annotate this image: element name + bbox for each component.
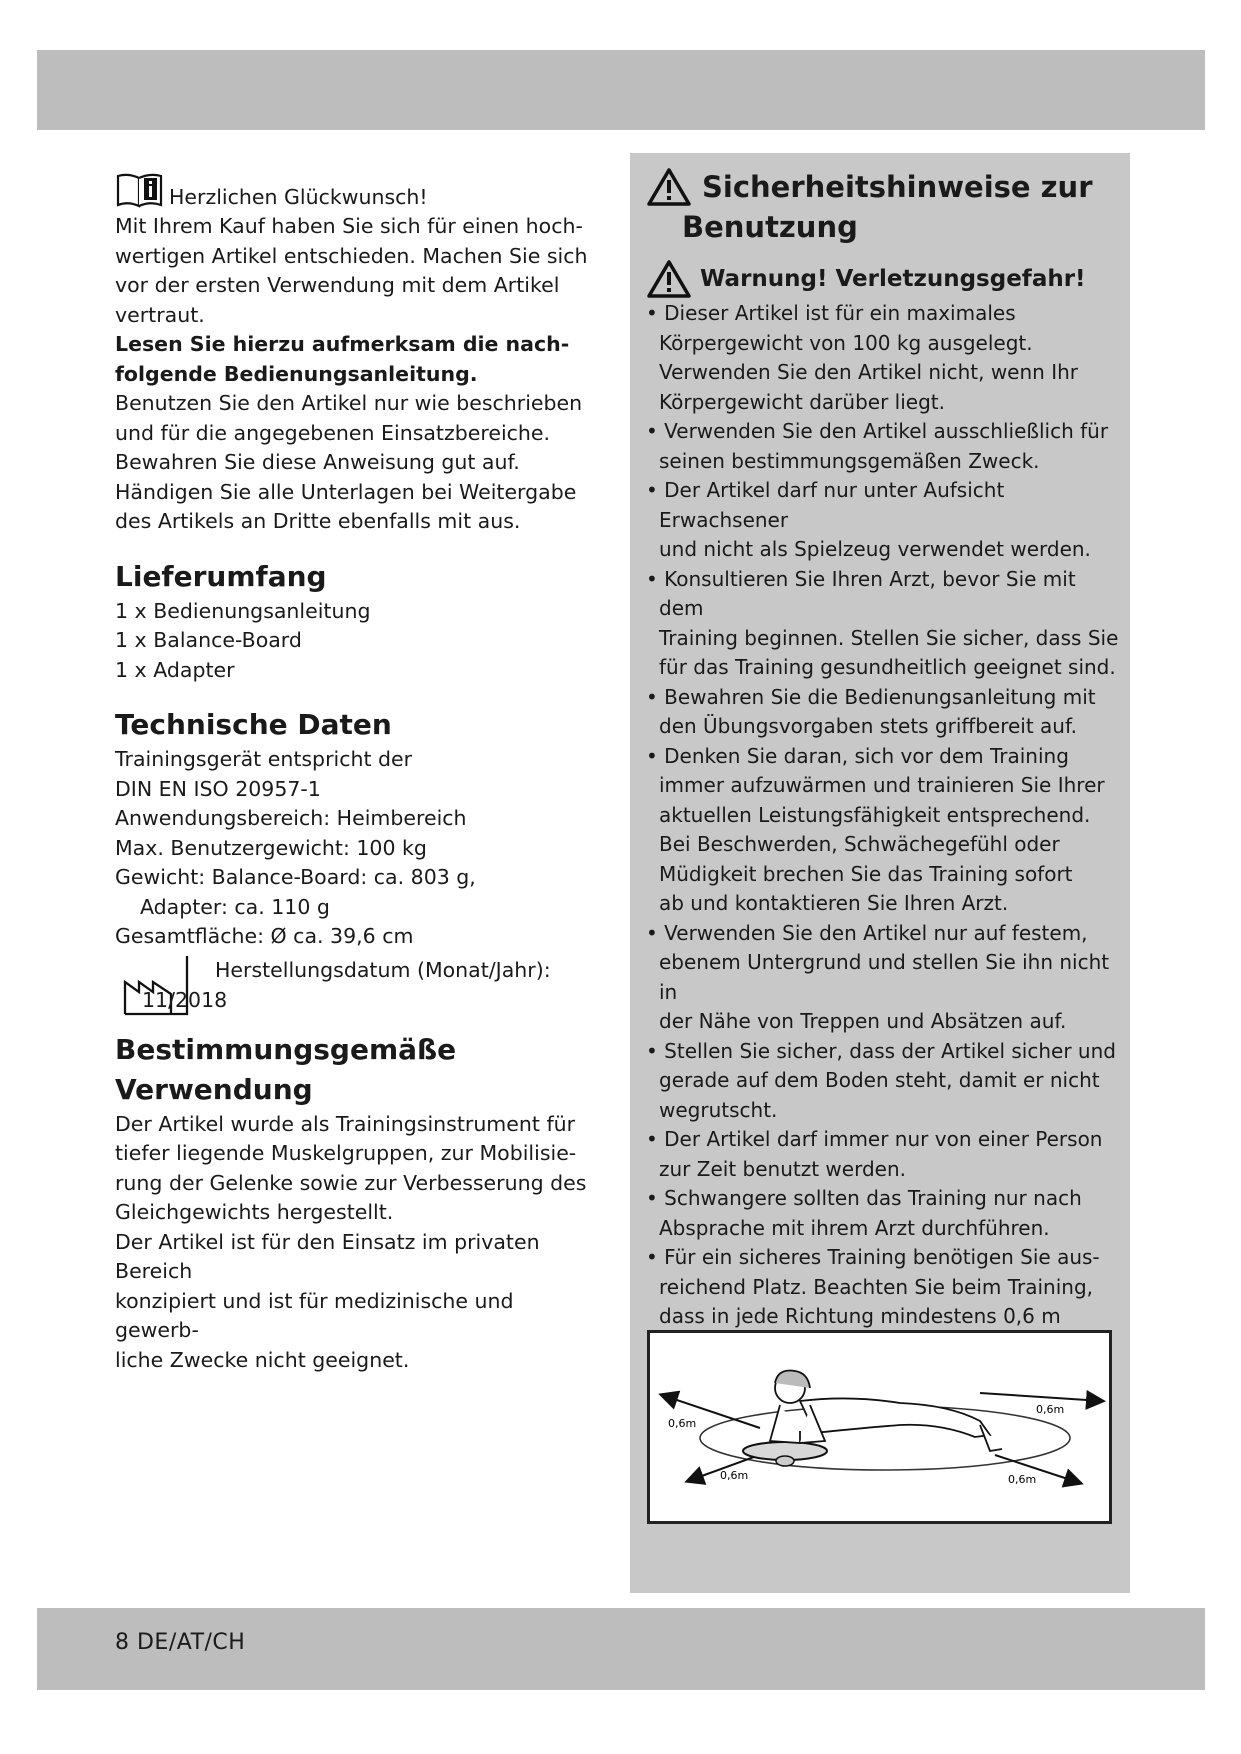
safety-bullet: [646, 742, 1121, 919]
bullet-line: • Für ein sicheres Training benötigen Sie aus-: [646, 1245, 1100, 1269]
usage-line: und für die angegebenen Einsatzbereiche.: [115, 420, 551, 445]
training-diagram: [650, 1333, 1109, 1521]
bold-instruction: Lesen Sie hierzu aufmerksam die nach-: [115, 332, 570, 356]
bullet-line: • Der Artikel darf nur unter Aufsicht Erwachsener: [646, 478, 1005, 532]
bullet-line: dass in jede Richtung mindestens 0,6 m: [659, 1304, 1061, 1328]
bullet-line: zur Zeit benutzt werden.: [659, 1156, 906, 1181]
bullet-line: • Konsultieren Sie Ihren Arzt, bevor Sie mit dem: [646, 566, 1076, 620]
usage-line: des Artikels an Dritte ebenfalls mit aus.: [115, 509, 521, 533]
bullet-line: • Denken Sie daran, sich vor dem Training: [646, 743, 1069, 768]
bullet-line: den Übungsvorgaben stets griffbereit auf.: [659, 714, 1077, 738]
warning-row: [646, 259, 1121, 299]
bullet-line: Bei Beschwerden, Schwächegefühl oder: [659, 832, 1060, 856]
safety-bullet: [646, 1125, 1121, 1184]
person-figure: [770, 1371, 1002, 1452]
bullet-line: Körpergewicht darüber liegt.: [659, 389, 945, 414]
bullet-line: • Verwenden Sie den Artikel ausschließlich für: [646, 419, 1109, 443]
lieferumfang-heading: Lieferumfang: [115, 559, 327, 593]
intro-line: vertraut.: [115, 302, 205, 327]
bullet-line: Müdigkeit brechen Sie das Training sofort: [659, 861, 1073, 886]
purpose-line: Der Artikel wurde als Trainingsinstrument für: [115, 1111, 576, 1136]
bullet-line: Training beginnen. Stellen Sie sicher, dass Sie: [659, 625, 1119, 650]
page-number: 8 DE/AT/CH: [115, 1630, 246, 1655]
bullet-line: für das Training gesundheitlich geeignet sind.: [659, 655, 1116, 679]
person-foot: [980, 1425, 1002, 1451]
person-body: [800, 1398, 990, 1437]
safety-bullet: [646, 299, 1121, 417]
warning-triangle-icon: [646, 259, 692, 299]
purpose-heading: Bestimmungsgemäße: [115, 1032, 457, 1066]
purpose-line: konzipiert und ist für medizinische und gewerb-: [115, 1288, 514, 1342]
usage-line: Händigen Sie alle Unterlagen bei Weitergabe: [115, 479, 577, 504]
safety-heading-row: [646, 167, 1121, 207]
bullet-line: Verwenden Sie den Artikel nicht, wenn Ihr: [659, 360, 1078, 384]
bullet-line: • Schwangere sollten das Training nur nach: [646, 1186, 1082, 1210]
distance-label: 0,6m: [1036, 1403, 1065, 1416]
intro-line: Mit Ihrem Kauf haben Sie sich für einen hoch-: [115, 214, 583, 238]
purpose-line: tiefer liegende Muskelgruppen, zur Mobilisie-: [115, 1141, 577, 1165]
manufacture-date: 11/2018: [142, 987, 228, 1012]
bullet-line: der Nähe von Treppen und Absätzen auf.: [659, 1009, 1067, 1033]
tech-line: Anwendungsbereich: Heimbereich: [115, 806, 467, 830]
board-base: [776, 1456, 794, 1466]
safety-bullet: [646, 683, 1121, 742]
bullet-line: und nicht als Spielzeug verwendet werden.: [659, 537, 1091, 561]
purpose-line: Der Artikel ist für den Einsatz im privaten Bereich: [115, 1229, 540, 1283]
tech-heading: Technische Daten: [115, 708, 392, 741]
safety-bullet: [646, 565, 1121, 683]
lieferumfang-item: 1 x Balance-Board: [115, 628, 302, 652]
warning-title: Warnung! Verletzungsgefahr!: [700, 266, 1086, 292]
arrow-right-top: [980, 1393, 1102, 1401]
bullet-line: • Bewahren Sie die Bedienungsanleitung mit: [646, 684, 1096, 709]
bullet-line: • Verwenden Sie den Artikel nur auf festem,: [646, 920, 1088, 945]
usage-line: Bewahren Sie diese Anweisung gut auf.: [115, 450, 520, 474]
lieferumfang-item: 1 x Adapter: [115, 657, 235, 682]
tech-line: DIN EN ISO 20957-1: [115, 776, 321, 801]
lieferumfang-item: 1 x Bedienungsanleitung: [115, 598, 371, 623]
purpose-line: rung der Gelenke sowie zur Verbesserung des: [115, 1170, 587, 1195]
bullet-line: aktuellen Leistungsfähigkeit entsprechend.: [659, 802, 1091, 827]
bullet-line: • Der Artikel darf immer nur von einer Person: [646, 1127, 1103, 1151]
bullet-line: Absprache mit ihrem Arzt durchführen.: [659, 1215, 1050, 1240]
distance-label: 0,6m: [668, 1417, 697, 1430]
usage-line: Benutzen Sie den Artikel nur wie beschrieben: [115, 391, 583, 415]
warning-triangle-icon: [646, 167, 692, 207]
training-space-illustration: [647, 1330, 1112, 1524]
left-column: [115, 172, 595, 1375]
safety-bullet: [646, 1184, 1121, 1243]
bullet-line: reichend Platz. Beachten Sie beim Training,: [659, 1274, 1093, 1299]
manufacture-label: Herstellungsdatum (Monat/Jahr):: [215, 957, 551, 982]
distance-label: 0,6m: [1008, 1473, 1037, 1486]
safety-heading: Benutzung: [682, 210, 858, 244]
bullet-line: Körpergewicht von 100 kg ausgelegt.: [659, 330, 1033, 355]
bullet-line: seinen bestimmungsgemäßen Zweck.: [659, 448, 1040, 473]
tech-line: Trainingsgerät entspricht der: [115, 747, 413, 771]
intro-title-row: [115, 172, 595, 212]
purpose-line: Gleichgewichts hergestellt.: [115, 1200, 394, 1224]
tech-line: Max. Benutzergewicht: 100 kg: [115, 835, 427, 860]
header-band: [37, 50, 1205, 130]
intro-title: Herzlichen Glückwunsch!: [169, 184, 428, 209]
distance-label: 0,6m: [720, 1469, 749, 1482]
safety-heading: Sicherheitshinweise zur: [702, 170, 1093, 204]
tech-line: Gewicht: Balance-Board: ca. 803 g,: [115, 865, 476, 889]
intro-line: vor der ersten Verwendung mit dem Artikel: [115, 273, 560, 297]
manufacture-block: [115, 954, 595, 1018]
purpose-line: liche Zwecke nicht geeignet.: [115, 1347, 410, 1372]
safety-bullet: [646, 1037, 1121, 1126]
intro-line: wertigen Artikel entschieden. Machen Sie sich: [115, 243, 588, 268]
bullet-line: wegrutscht.: [659, 1097, 778, 1122]
bullet-line: immer aufzuwärmen und trainieren Sie Ihrer: [659, 773, 1105, 797]
safety-content: [646, 167, 1121, 1391]
bullet-line: ebenem Untergrund und stellen Sie ihn nicht in: [659, 950, 1110, 1004]
tech-line: Gesamtfläche: Ø ca. 39,6 cm: [115, 924, 414, 948]
bullet-line: gerade auf dem Boden steht, damit er nicht: [659, 1068, 1100, 1092]
safety-bullet: [646, 476, 1121, 565]
tech-line: Adapter: ca. 110 g: [140, 894, 330, 919]
bullet-line: • Dieser Artikel ist für ein maximales: [646, 301, 1016, 325]
book-info-icon: [115, 172, 165, 212]
safety-bullet: [646, 417, 1121, 476]
bullet-line: ab und kontaktieren Sie Ihren Arzt.: [659, 891, 1009, 915]
bold-instruction: folgende Bedienungsanleitung.: [115, 361, 478, 386]
bullet-line: • Stellen Sie sicher, dass der Artikel sicher und: [646, 1038, 1116, 1063]
purpose-heading: Verwendung: [115, 1072, 313, 1106]
safety-bullet: [646, 919, 1121, 1037]
